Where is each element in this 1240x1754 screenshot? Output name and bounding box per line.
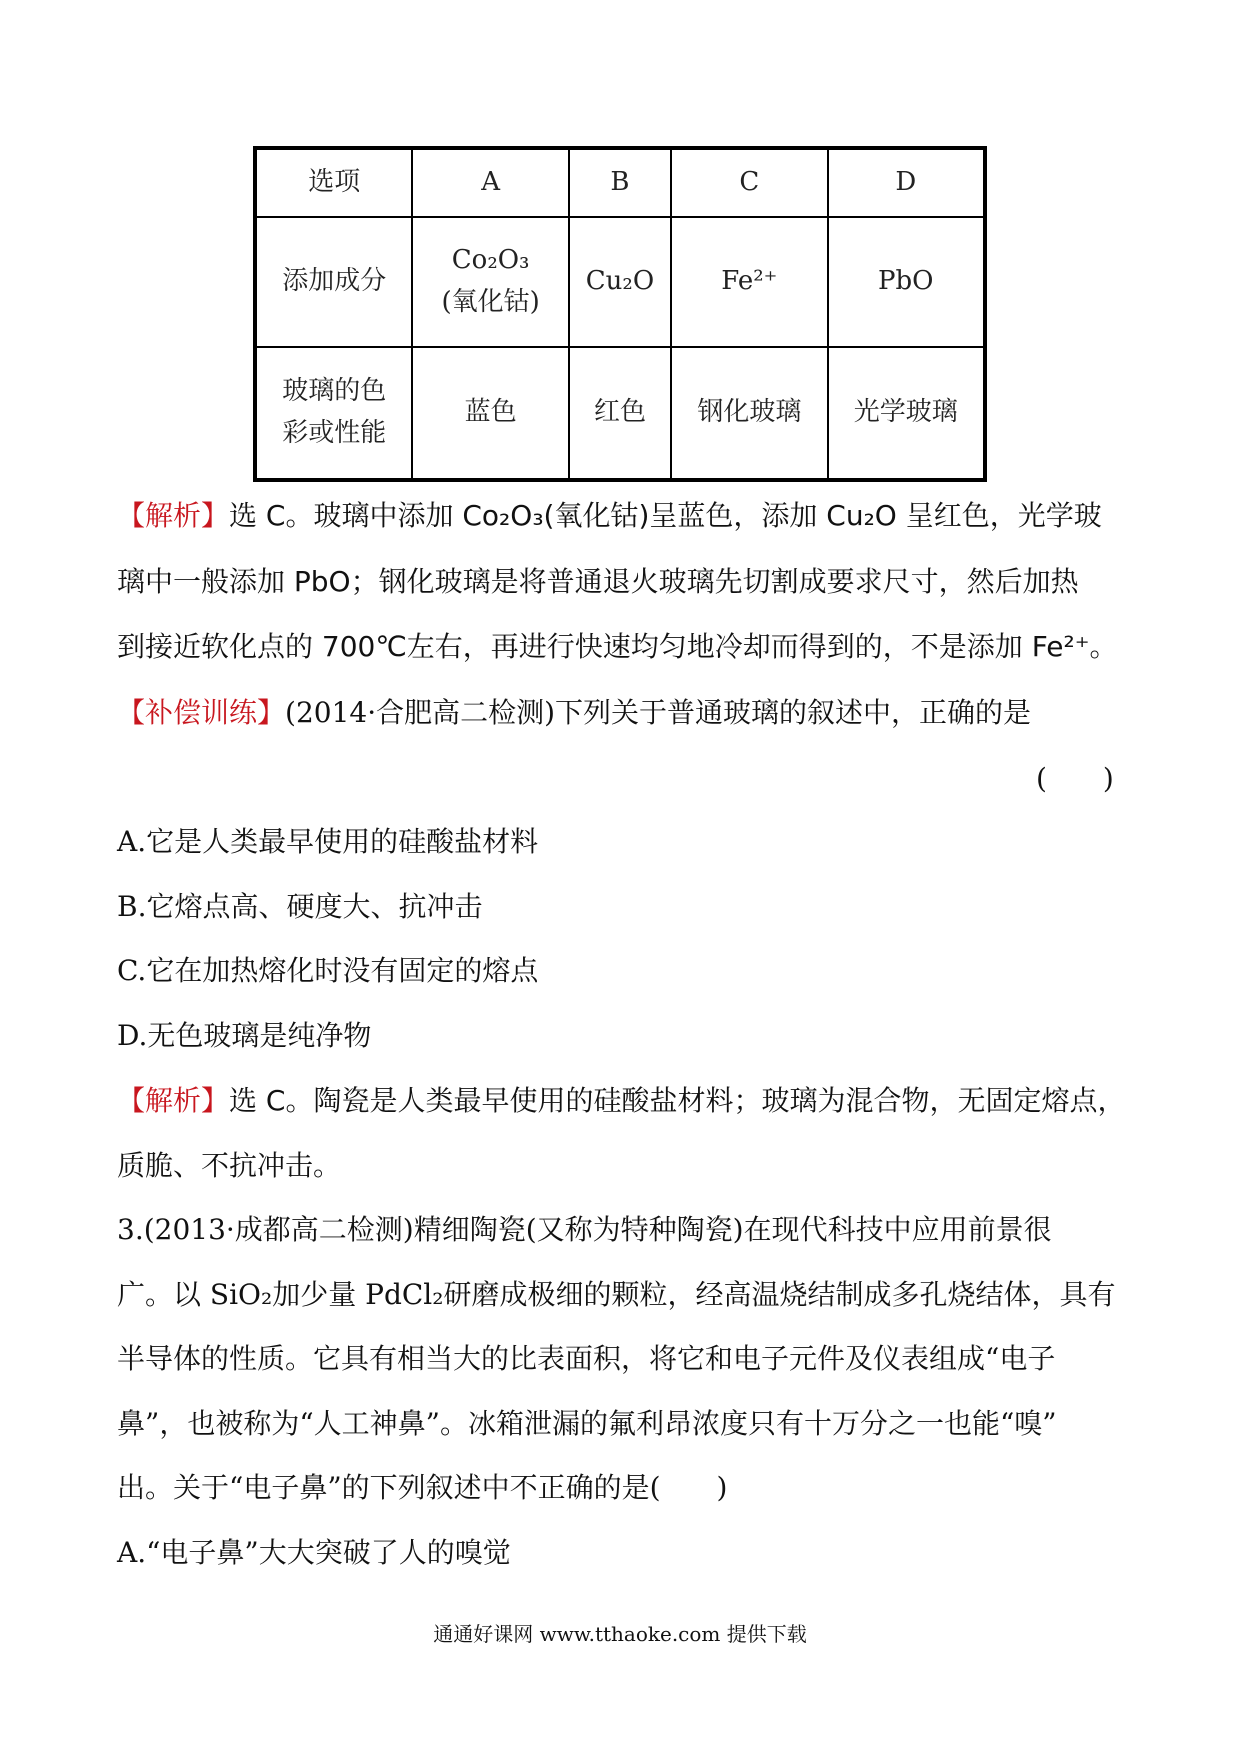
table-cell-line: 玻璃的色 xyxy=(282,376,387,407)
table-header-row xyxy=(255,148,985,217)
table-header-cell: B xyxy=(569,148,671,217)
answer-paren: ( ) xyxy=(1036,762,1114,795)
table-cell: 红色 xyxy=(569,347,671,480)
option-item: C.它在加热熔化时没有固定的熔点 xyxy=(117,954,539,987)
practice-text: (2014·合肥高二检测)下列关于普通玻璃的叙述中，正确的是 xyxy=(285,696,1032,729)
table-cell: 钢化玻璃 xyxy=(671,347,827,480)
practice-stem xyxy=(117,693,1127,733)
table-cell: Cu₂O xyxy=(569,217,671,347)
question-line: 鼻”，也被称为“人工神鼻”。冰箱泄漏的氟利昂浓度只有十万分之一也能“嗅” xyxy=(117,1407,1057,1440)
options-table xyxy=(253,146,987,482)
question-line: 出。关于“电子鼻”的下列叙述中不正确的是( ) xyxy=(117,1471,728,1504)
table-cell-line: (氧化钴) xyxy=(441,287,540,317)
option-item: A.“电子鼻”大大突破了人的嗅觉 xyxy=(117,1536,511,1569)
analysis-text: 选 C。玻璃中添加 Co₂O₃(氧化钴)呈蓝色，添加 Cu₂O 呈红色，光学玻 xyxy=(229,499,1102,532)
table-cell: PbO xyxy=(828,217,985,347)
table-row xyxy=(255,217,985,347)
table-row-label: 添加成分 xyxy=(255,217,412,347)
option-item: A.它是人类最早使用的硅酸盐材料 xyxy=(117,825,539,858)
table-row-label xyxy=(255,347,412,480)
practice-tag: 【补偿训练】 xyxy=(117,696,286,729)
table-cell-line: Co₂O₃ xyxy=(451,245,530,276)
table-header-cell: D xyxy=(828,148,985,217)
table-header-cell: A xyxy=(412,148,568,217)
table-row xyxy=(255,347,985,480)
analysis-tag: 【解析】 xyxy=(117,1084,230,1117)
analysis-line xyxy=(117,496,1127,536)
analysis-line: 璃中一般添加 PbO；钢化玻璃是将普通退火玻璃先切割成要求尺寸，然后加热 xyxy=(117,565,1079,598)
table-cell: Fe²⁺ xyxy=(671,217,827,347)
table-cell: 光学玻璃 xyxy=(828,347,985,480)
table-cell: 蓝色 xyxy=(412,347,568,480)
analysis-line: 质脆、不抗冲击。 xyxy=(117,1149,342,1182)
table-cell xyxy=(412,217,568,347)
question-line: 3.(2013·成都高二检测)精细陶瓷(又称为特种陶瓷)在现代科技中应用前景很 xyxy=(117,1213,1052,1246)
question-line: 半导体的性质。它具有相当大的比表面积，将它和电子元件及仪表组成“电子 xyxy=(117,1342,1056,1375)
analysis-text: 选 C。陶瓷是人类最早使用的硅酸盐材料；玻璃为混合物，无固定熔点， xyxy=(229,1084,1126,1117)
table-header-cell: 选项 xyxy=(255,148,412,217)
table-cell-line: 彩或性能 xyxy=(282,418,387,448)
analysis-line xyxy=(117,1081,1127,1121)
option-item: B.它熔点高、硬度大、抗冲击 xyxy=(117,890,483,923)
question-line: 广。以 SiO₂加少量 PdCl₂研磨成极细的颗粒，经高温烧结制成多孔烧结体，具有 xyxy=(117,1278,1116,1311)
analysis-tag: 【解析】 xyxy=(117,499,230,532)
footer-text: 通通好课网 www.tthaoke.com 提供下载 xyxy=(433,1622,807,1646)
option-item: D.无色玻璃是纯净物 xyxy=(117,1019,372,1052)
table-header-cell: C xyxy=(671,148,827,217)
analysis-line: 到接近软化点的 700℃左右，再进行快速均匀地冷却而得到的，不是添加 Fe²⁺。 xyxy=(117,630,1118,663)
